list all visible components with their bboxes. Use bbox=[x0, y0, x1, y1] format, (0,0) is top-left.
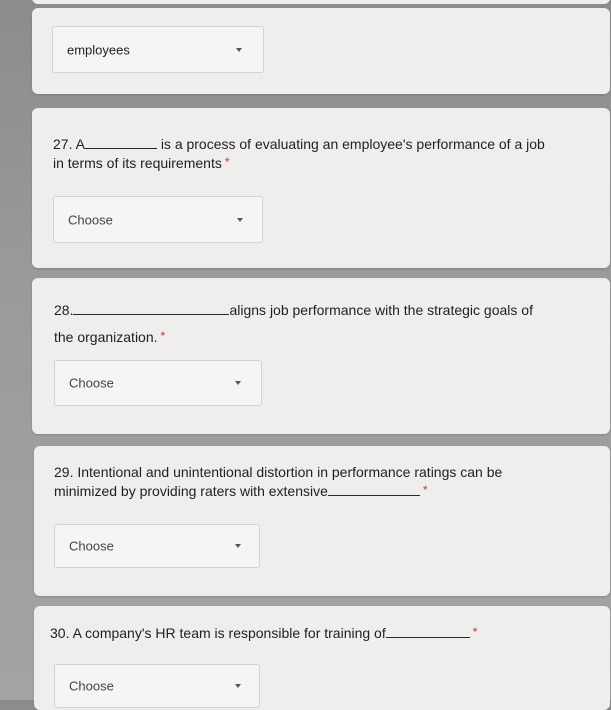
chevron-down-icon bbox=[237, 218, 243, 222]
question-28-line2: the organization. bbox=[54, 329, 158, 345]
question-30-blank bbox=[386, 625, 470, 638]
question-29-blank bbox=[328, 483, 420, 496]
question-30-text bbox=[50, 624, 595, 644]
answer-dropdown-30-label: Choose bbox=[69, 678, 114, 694]
question-30-line1: 30. A company's HR team is responsible for training of bbox=[50, 625, 386, 641]
question-29-line2: minimized by providing raters with extensive bbox=[54, 483, 328, 499]
previous-card-fragment bbox=[32, 0, 610, 4]
required-asterisk: * bbox=[472, 625, 478, 639]
question-29-line1: 29. Intentional and unintentional distortion in performance ratings can be bbox=[54, 464, 503, 480]
chevron-down-icon bbox=[235, 544, 241, 548]
required-asterisk: * bbox=[224, 155, 230, 169]
answer-dropdown-29[interactable] bbox=[54, 524, 260, 568]
question-28-blank bbox=[73, 302, 229, 315]
answer-dropdown-27-label: Choose bbox=[68, 212, 113, 227]
question-card-28 bbox=[32, 278, 610, 434]
question-card-26 bbox=[32, 8, 610, 94]
chevron-down-icon bbox=[235, 684, 241, 688]
question-28-rest: aligns job performance with the strategic goals of bbox=[229, 302, 533, 318]
required-asterisk: * bbox=[160, 329, 166, 343]
question-27-text bbox=[53, 135, 593, 174]
answer-dropdown-28[interactable] bbox=[54, 360, 262, 406]
answer-dropdown-27[interactable] bbox=[53, 196, 263, 243]
question-27-line2: in terms of its requirements bbox=[53, 155, 222, 171]
answer-dropdown-28-label: Choose bbox=[69, 375, 114, 391]
answer-dropdown-26-value: employees bbox=[67, 42, 130, 57]
question-card-29 bbox=[34, 446, 610, 596]
question-28-lead: 28. bbox=[54, 302, 74, 318]
answer-dropdown-29-label: Choose bbox=[69, 538, 114, 554]
answer-dropdown-30[interactable] bbox=[54, 664, 260, 708]
question-28-text bbox=[54, 301, 594, 354]
question-27-blank bbox=[85, 136, 157, 149]
question-card-30 bbox=[34, 606, 610, 710]
question-27-rest: is a process of evaluating an employee's performance of a job bbox=[160, 136, 545, 152]
question-card-27 bbox=[32, 108, 610, 268]
question-29-text bbox=[54, 463, 599, 502]
question-27-lead: 27. A bbox=[53, 136, 85, 152]
chevron-down-icon bbox=[236, 48, 242, 52]
answer-dropdown-26[interactable] bbox=[52, 26, 264, 73]
required-asterisk: * bbox=[422, 483, 428, 497]
chevron-down-icon bbox=[235, 381, 241, 385]
